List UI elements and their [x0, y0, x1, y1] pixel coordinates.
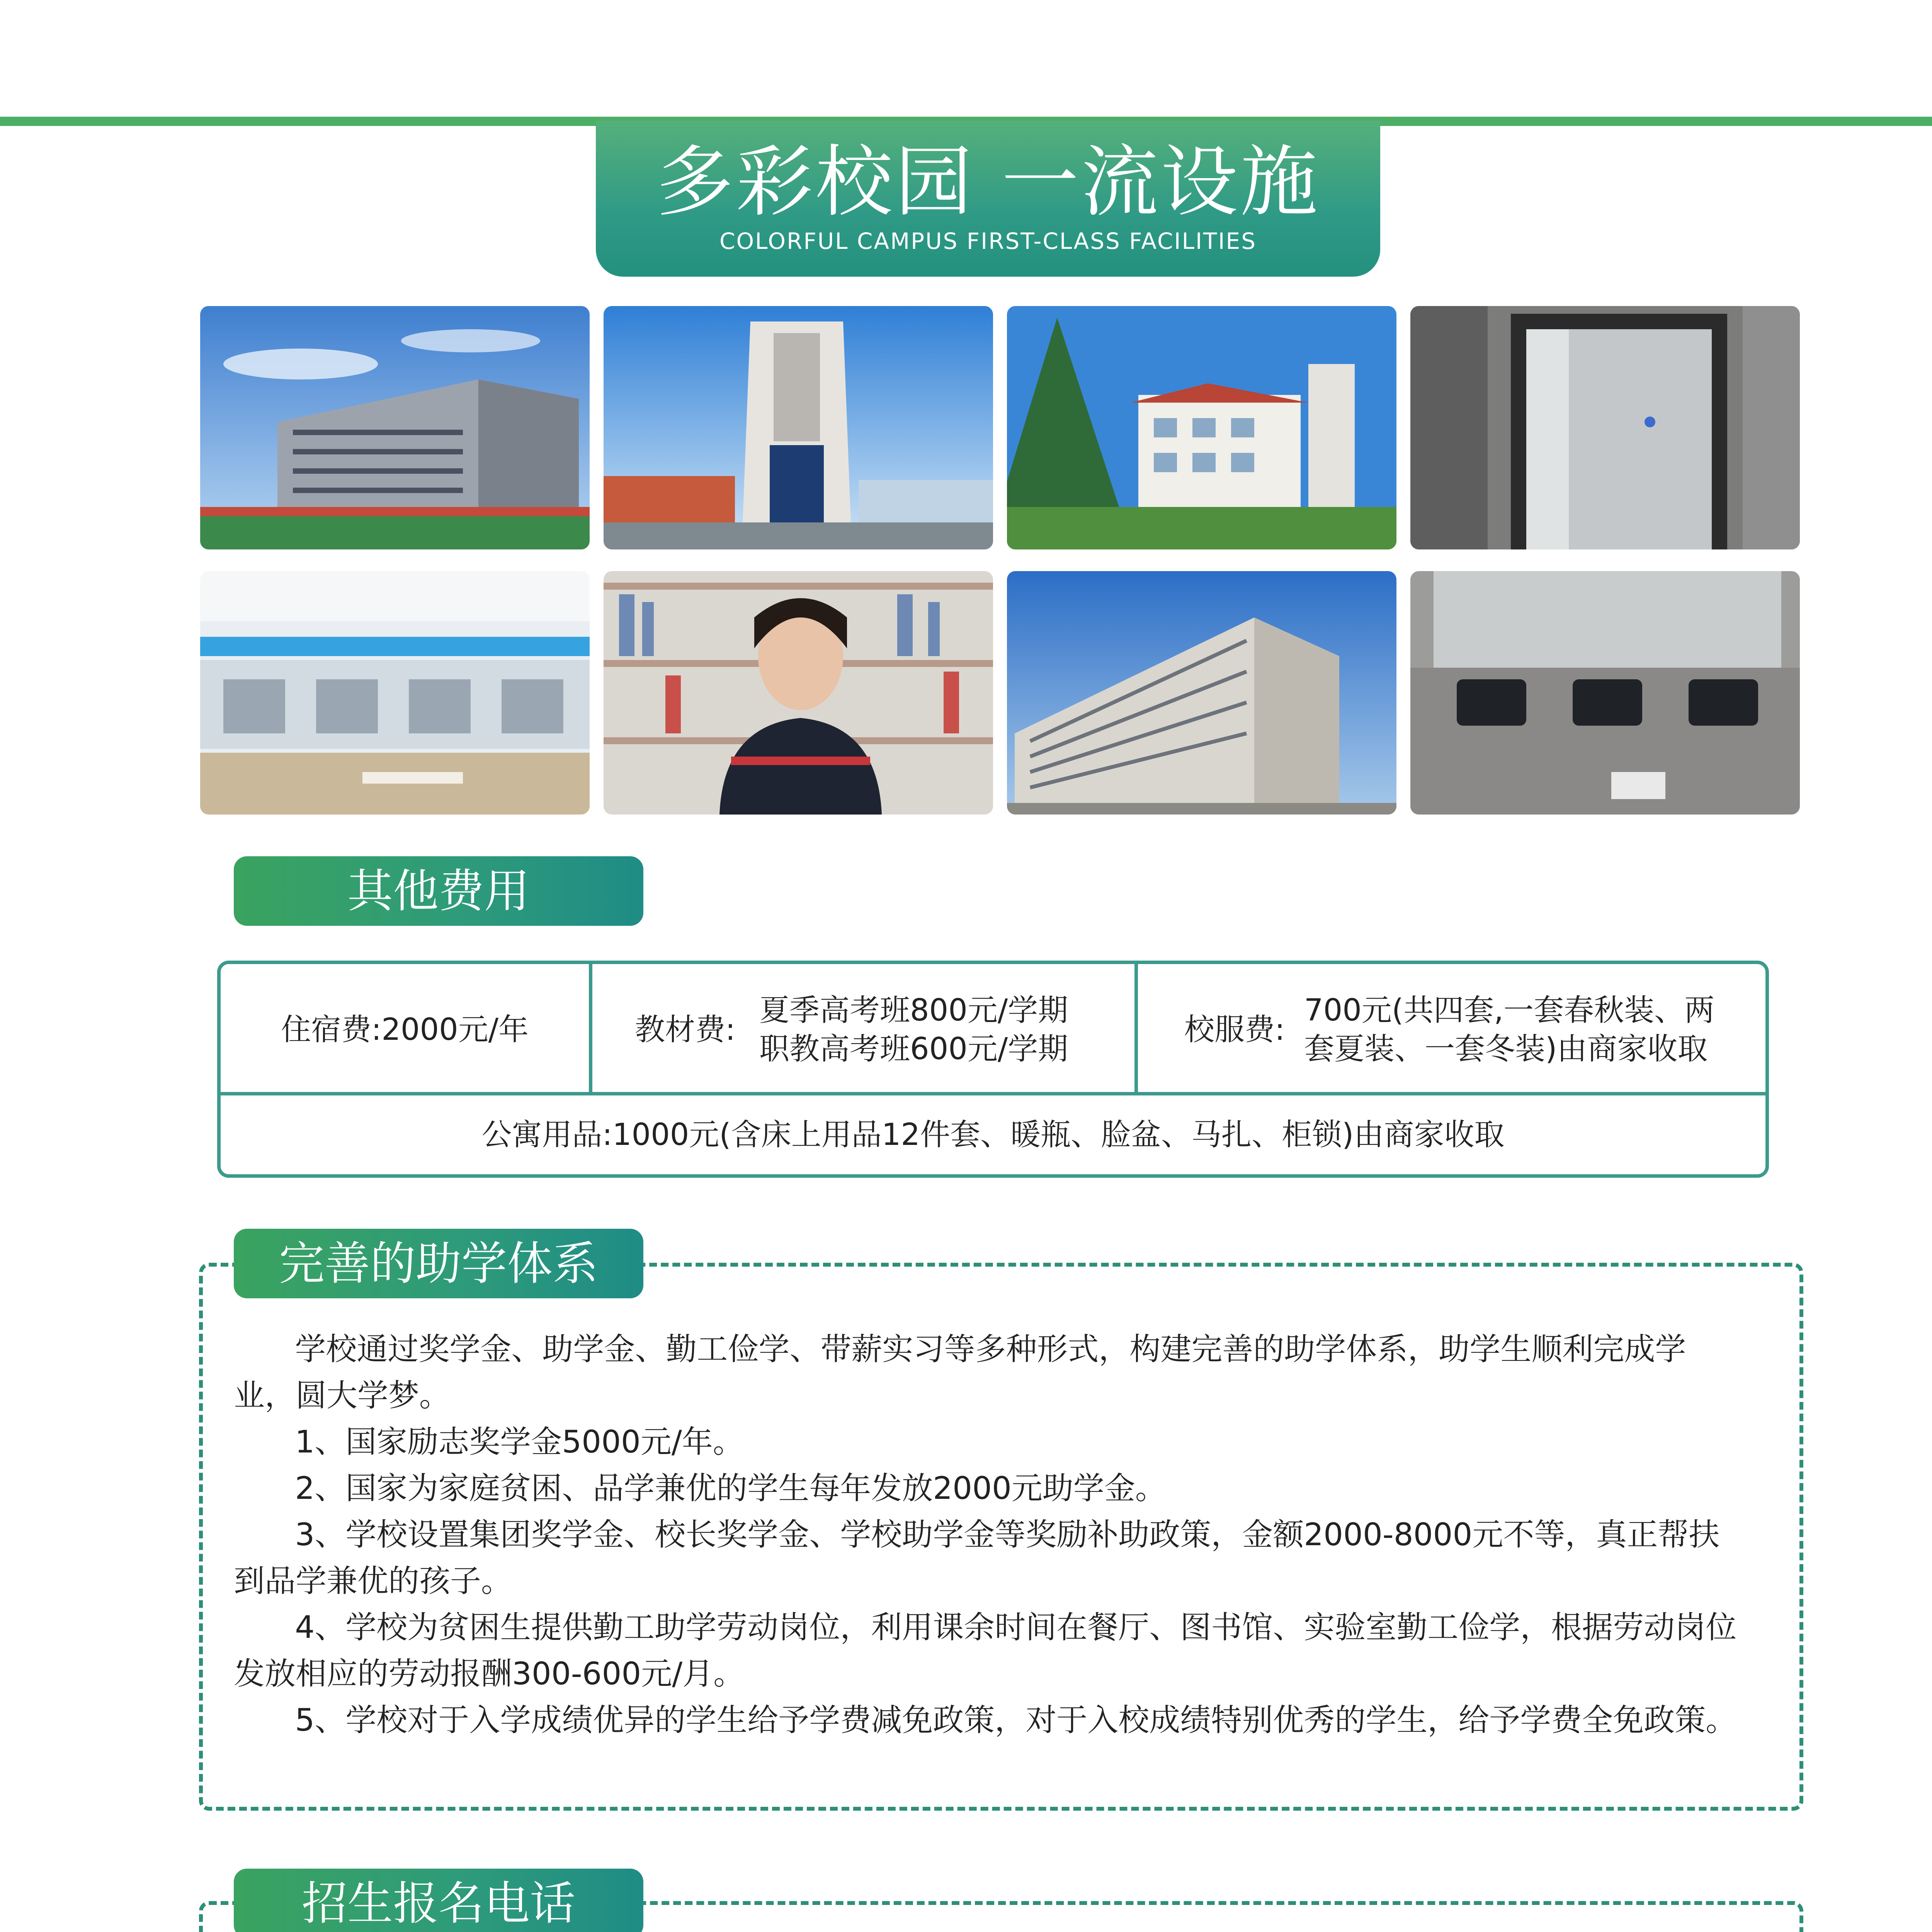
hero-banner — [596, 121, 1380, 277]
aid-paragraph: 4、学校为贫困生提供勤工助学劳动岗位，利用课余时间在餐厅、图书馆、实验室勤工俭学，根据劳动岗位发放相应的劳动报酬300-600元/月。 — [234, 1609, 1737, 1692]
aid-paragraph: 1、国家励志奖学金5000元/年。 — [295, 1424, 744, 1460]
aid-system-heading: 完善的助学体系 — [234, 1229, 643, 1298]
fee-cell-textbook — [592, 964, 1138, 1095]
uniform-fee-line2: 套夏装、一套冬装)由商家收取 — [1304, 1032, 1708, 1066]
textbook-fee-label: 教材费: — [635, 1012, 736, 1047]
fee-cell-uniform — [1138, 964, 1765, 1095]
dormitory-building-photo — [1007, 571, 1396, 815]
enrollment-heading: 招生报名电话 — [234, 1869, 643, 1932]
uniform-fee-line1: 700元(共四套,一套春秋装、两 — [1304, 993, 1715, 1028]
uniform-fee-label: 校服费: — [1184, 1012, 1285, 1047]
washroom-dryers-photo — [1410, 571, 1800, 815]
textbook-fee-line2: 职教高考班600元/学期 — [759, 1032, 1068, 1066]
student-library-photo — [604, 571, 993, 815]
fee-table — [217, 961, 1769, 1178]
fee-row-main — [221, 964, 1765, 1095]
shower-room-photo — [1410, 306, 1800, 549]
aid-system-text — [234, 1326, 1741, 1743]
aid-paragraph: 3、学校设置集团奖学金、校长奖学金、学校助学金等奖励补助政策，金额2000-8000元不等，真正帮扶到品学兼优的孩子。 — [234, 1517, 1720, 1599]
textbook-fee-line1: 夏季高考班800元/学期 — [759, 993, 1068, 1028]
aid-paragraph: 学校通过奖学金、助学金、勤工俭学、带薪实习等多种形式，构建完善的助学体系，助学生顺利完成学业，圆大学梦。 — [234, 1331, 1686, 1413]
aid-paragraph: 5、学校对于入学成绩优异的学生给予学费减免政策，对于入校成绩特别优秀的学生，给予学费全免政策。 — [295, 1702, 1737, 1738]
aid-paragraph: 2、国家为家庭贫困、品学兼优的学生每年发放2000元助学金。 — [295, 1470, 1166, 1506]
canteen-photo — [200, 571, 590, 815]
fee-cell-accommodation — [221, 964, 592, 1095]
hero-title: 多彩校园 一流设施 — [656, 137, 1320, 227]
hero-subtitle: COLORFUL CAMPUS FIRST-CLASS FACILITIES — [719, 228, 1257, 254]
campus-trees-building-photo — [1007, 306, 1396, 549]
tower-entrance-photo — [604, 306, 993, 549]
accommodation-fee: 住宿费:2000元/年 — [281, 1012, 529, 1047]
other-fees-heading: 其他费用 — [234, 856, 643, 926]
apartment-supplies-fee: 公寓用品:1000元(含床上用品12件套、暖瓶、脸盆、马扎、柜锁)由商家收取 — [481, 1117, 1505, 1152]
teaching-building-photo — [200, 306, 590, 549]
